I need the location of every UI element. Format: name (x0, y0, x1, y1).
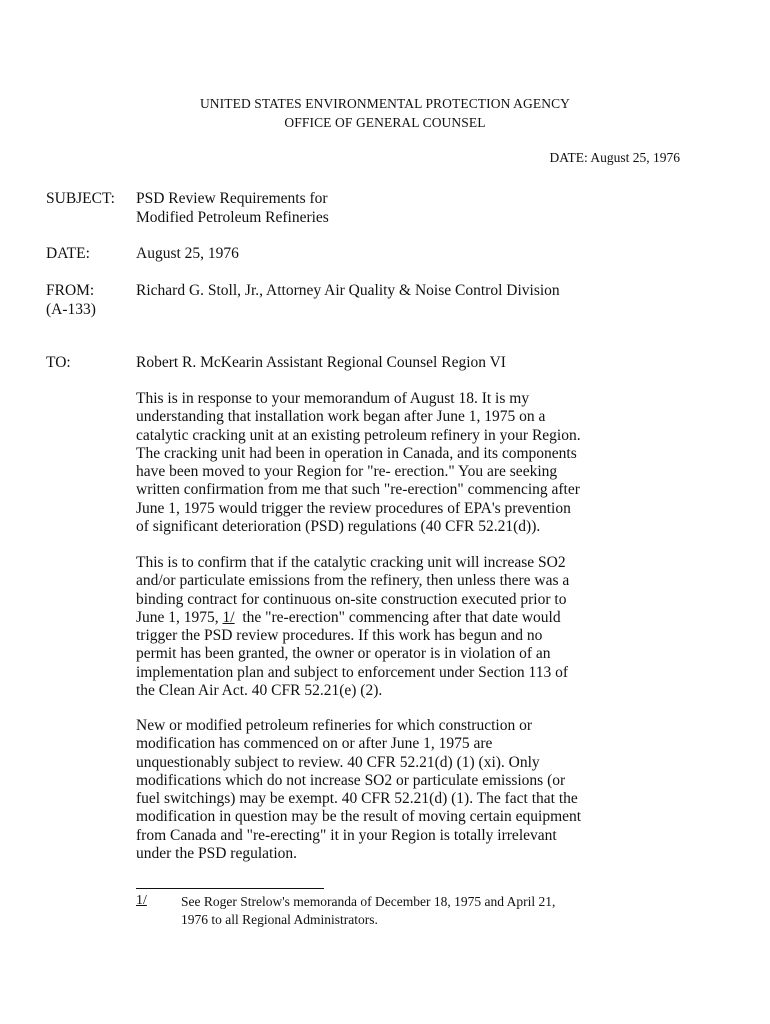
para-line: The cracking unit had been in operation in Canada, and its components (136, 444, 577, 462)
date-value: August 25, 1976 (136, 245, 239, 262)
para-line: have been moved to your Region for "re- erection." You are seeking (136, 463, 558, 481)
header-date: DATE: August 25, 1976 (549, 150, 680, 165)
subject-label: SUBJECT: (46, 190, 115, 207)
date-label: DATE: (46, 245, 90, 262)
para-line: binding contract for continuous on-site construction executed prior to (136, 590, 567, 608)
footnote-line: 1976 to all Regional Administrators. (181, 912, 378, 927)
from-value: Richard G. Stoll, Jr., Attorney Air Quality & Noise Control Division (136, 282, 560, 299)
footnote-marker: 1/ (136, 893, 147, 908)
para-line-with-footnote-ref (136, 609, 636, 627)
from-label-text: FROM: (46, 282, 95, 299)
para-line: the Clean Air Act. 40 CFR 52.21(e) (2). (136, 682, 383, 700)
para-line: June 1, 1975 would trigger the review procedures of EPA's prevention (136, 499, 571, 517)
para-line: This is to confirm that if the catalytic cracking unit will increase SO2 (136, 554, 566, 571)
to-value: Robert R. McKearin Assistant Regional Counsel Region VI (136, 354, 506, 371)
footnote-text (181, 893, 555, 929)
subject-value (136, 190, 329, 227)
para-line: This is in response to your memorandum of August 18. It is my (136, 390, 530, 407)
paragraph-3 (136, 717, 636, 863)
paragraph-1 (136, 390, 636, 536)
para-line: permit has been granted, the owner or operator is in violation of an (136, 645, 551, 663)
para-line: implementation plan and subject to enforcement under Section 113 of (136, 663, 569, 681)
para-line: catalytic cracking unit at an existing petroleum refinery in your Region. (136, 426, 581, 444)
footnote-reference: 1/ (222, 608, 235, 626)
from-label (46, 282, 96, 319)
para-line: modifications which do not increase SO2 or particulate emissions (or (136, 771, 566, 789)
office-name: OFFICE OF GENERAL COUNSEL (284, 115, 486, 130)
para-text: the "re-erection" commencing after that date would (234, 608, 561, 626)
footnote-line: See Roger Strelow's memoranda of December 18, 1975 and April 21, (181, 894, 556, 909)
para-line: fuel switchings) may be exempt. 40 CFR 52.21(d) (1). The fact that the (136, 790, 578, 808)
footnote-divider (136, 888, 324, 889)
para-line: of significant deterioration (PSD) regulations (40 CFR 52.21(d)). (136, 518, 541, 536)
para-line: understanding that installation work began after June 1, 1975 on a (136, 408, 546, 426)
agency-name: UNITED STATES ENVIRONMENTAL PROTECTION AGENCY (199, 96, 571, 111)
para-line: New or modified petroleum refineries for which construction or (136, 717, 532, 734)
subject-line: PSD Review Requirements for (136, 190, 328, 207)
para-line: from Canada and "re-erecting" it in your Region is totally irrelevant (136, 826, 557, 844)
letterhead (0, 94, 770, 132)
to-label: TO: (46, 354, 71, 371)
para-text: June 1, 1975, (136, 608, 223, 626)
para-line: trigger the PSD review procedures. If this work has begun and no (136, 627, 543, 645)
para-line: and/or particulate emissions from the refinery, then unless there was a (136, 572, 570, 590)
para-line: unquestionably subject to review. 40 CFR 52.21(d) (1) (xi). Only (136, 753, 540, 771)
para-line: modification has commenced on or after June 1, 1975 are (136, 735, 493, 753)
paragraph-2 (136, 554, 636, 700)
para-line: modification in question may be the result of moving certain equipment (136, 808, 582, 826)
para-line: written confirmation from me that such "re-erection" commencing after (136, 481, 580, 499)
para-line: under the PSD regulation. (136, 845, 298, 863)
from-code: (A-133) (46, 300, 96, 318)
subject-line: Modified Petroleum Refineries (136, 208, 329, 226)
